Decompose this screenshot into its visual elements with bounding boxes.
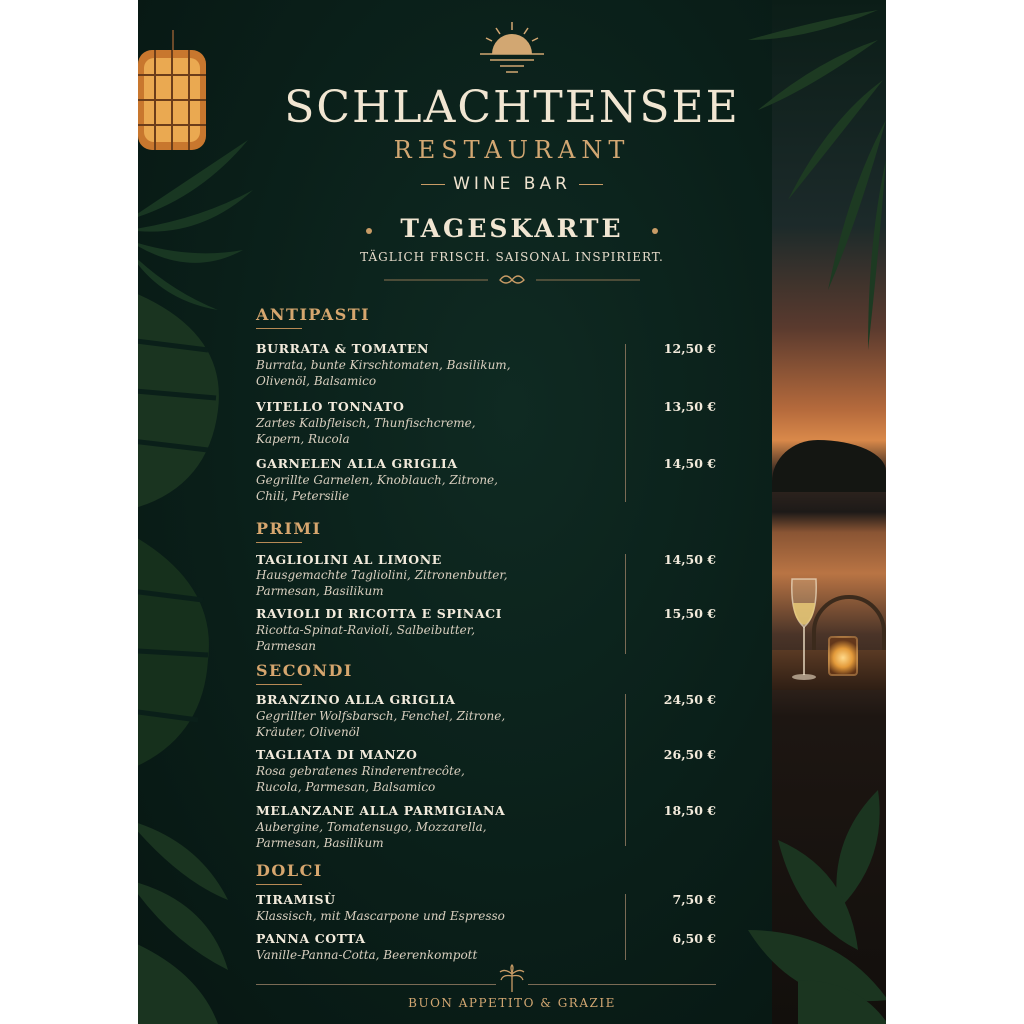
price-divider [625,694,626,846]
brand-title: SCHLACHTENSEE [284,82,740,133]
menu-item-price: 26,50 € [663,747,716,762]
leaves-right-bottom-icon [738,780,886,1024]
wine-bar-label: WINE BAR [453,174,571,194]
menu-item-price: 6,50 € [672,931,716,946]
menu-item-desc: Parmesan, Basilikum [256,584,384,598]
menu-item-name: MELANZANE ALLA PARMIGIANA [256,803,506,818]
ornament-divider-icon [384,272,640,288]
menu-item-price: 14,50 € [663,552,716,567]
menu-item-desc: Zartes Kalbfleisch, Thunfischcreme, [256,416,476,430]
menu-tagline: TÄGLICH FRISCH. SAISONAL INSPIRIERT. [360,250,664,264]
candle-icon [828,636,858,676]
footer-rule [528,984,716,985]
section-title-primi: PRIMI [256,519,322,538]
menu-item-name: VITELLO TONNATO [256,399,405,414]
brand-wine-bar [138,174,886,194]
monstera-leaf-left-lower-icon [138,520,228,780]
menu-item-name: RAVIOLI DI RICOTTA E SPINACI [256,606,503,621]
menu-item-name: TAGLIATA DI MANZO [256,747,418,762]
divider [421,184,445,185]
menu-item-desc: Aubergine, Tomatensugo, Mozzarella, [256,820,487,834]
menu-item-name: TAGLIOLINI AL LIMONE [256,552,442,567]
menu-item-name: BURRATA & TOMATEN [256,341,430,356]
menu-item-desc: Kräuter, Olivenöl [256,725,360,739]
menu-title [138,214,886,243]
section-title-antipasti: ANTIPASTI [256,305,371,324]
menu-item-price: 7,50 € [672,892,716,907]
treeline [772,440,886,492]
menu-item-desc: Kapern, Rucola [256,432,350,446]
dot-icon [366,228,372,234]
section-rule [256,328,302,329]
menu-poster [138,0,886,1024]
menu-item-desc: Olivenöl, Balsamico [256,374,377,388]
menu-item-price: 14,50 € [663,456,716,471]
section-rule [256,884,302,885]
menu-item-name: PANNA COTTA [256,931,366,946]
menu-item-price: 18,50 € [663,803,716,818]
dot-icon [652,228,658,234]
menu-item-price: 15,50 € [663,606,716,621]
menu-item-desc: Hausgemachte Tagliolini, Zitronenbutter, [256,568,508,582]
sunset-logo-icon [474,20,550,76]
price-divider [625,344,626,502]
menu-item-price: 13,50 € [663,399,716,414]
menu-item-name: TIRAMISÙ [256,892,336,907]
menu-item-desc: Klassisch, mit Mascarpone und Espresso [256,909,505,923]
footer-rule [256,984,496,985]
section-rule [256,684,302,685]
menu-item-desc: Parmesan, Basilikum [256,836,384,850]
menu-item-desc: Ricotta-Spinat-Ravioli, Salbeibutter, [256,623,476,637]
menu-title-text: TAGESKARTE [400,214,624,243]
footer-text: BUON APPETITO & GRAZIE [408,996,616,1010]
menu-item-price: 12,50 € [663,341,716,356]
menu-item-desc: Parmesan [256,639,316,653]
menu-item-desc: Rosa gebratenes Rinderentrecôte, [256,764,465,778]
price-divider [625,554,626,654]
menu-item-desc: Chili, Petersilie [256,489,350,503]
divider [579,184,603,185]
monstera-leaf-left-icon [138,280,238,520]
menu-item-desc: Burrata, bunte Kirschtomaten, Basilikum, [256,358,511,372]
menu-item-name: BRANZINO ALLA GRIGLIA [256,692,456,707]
menu-item-desc: Rucola, Parmesan, Balsamico [256,780,436,794]
menu-item-desc: Gegrillter Wolfsbarsch, Fenchel, Zitrone, [256,709,506,723]
menu-item-price: 24,50 € [663,692,716,707]
menu-item-desc: Vanille-Panna-Cotta, Beerenkompott [256,948,478,962]
menu-item-desc: Gegrillte Garnelen, Knoblauch, Zitrone, [256,473,498,487]
section-title-dolci: DOLCI [256,861,323,880]
wine-glass-icon [784,575,824,685]
brand-subtitle: RESTAURANT [393,136,631,164]
palm-leaf-left-bottom-icon [138,780,238,1024]
section-title-secondi: SECONDI [256,661,353,680]
section-rule [256,542,302,543]
price-divider [625,894,626,960]
palm-emblem-icon [497,964,527,994]
menu-item-name: GARNELEN ALLA GRIGLIA [256,456,458,471]
